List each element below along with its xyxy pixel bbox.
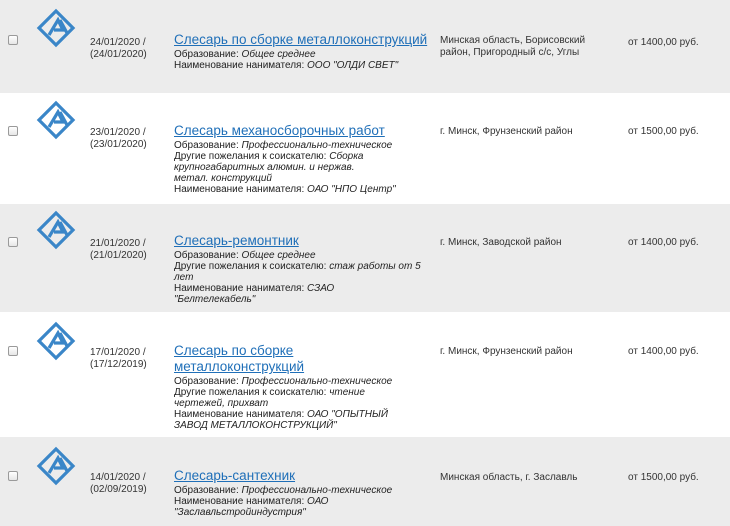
wishes-line: Другие пожелания к соискателю: чтение чертежей, прихват [174, 387, 365, 409]
triangle-emblem-icon [36, 100, 76, 140]
posted-date: 14/01/2020 / (02/09/2019) [90, 472, 147, 495]
vacancy-title-link[interactable]: Слесарь по сборке металлоконструкций [174, 343, 305, 374]
employer-line: Наименование нанимателя: ОАО "ОПЫТНЫЙ ЗАВОД МЕТАЛЛОКОНСТРУКЦИЙ" [174, 409, 389, 431]
location: г. Минск, Заводской район [440, 237, 562, 248]
triangle-emblem-icon [36, 8, 76, 48]
row-checkbox[interactable] [8, 471, 18, 481]
education-line: Образование: Профессионально-техническое [174, 140, 393, 151]
employer-line: Наименование нанимателя: ОАО "Заславльстройиндустрия" [174, 496, 329, 518]
salary: от 1400,00 руб. [628, 237, 699, 248]
vacancy-row [0, 0, 730, 94]
vacancy-title-link[interactable]: Слесарь-ремонтник [174, 233, 299, 248]
vacancy-row [0, 94, 730, 204]
vacancy-title-link[interactable]: Слесарь-сантехник [174, 468, 296, 483]
row-checkbox[interactable] [8, 346, 18, 356]
wishes-line: Другие пожелания к соискателю: Сборка крупногабаритных алюмин. и нержав. метал. конструкций [174, 151, 364, 184]
salary: от 1500,00 руб. [628, 472, 699, 483]
location: Минская область, г. Заславль [440, 472, 578, 483]
posted-date: 23/01/2020 / (23/01/2020) [90, 127, 147, 150]
education-line: Образование: Общее среднее [174, 250, 316, 261]
posted-date: 21/01/2020 / (21/01/2020) [90, 238, 147, 261]
employer-line: Наименование нанимателя: СЗАО "Белтелекабель" [174, 283, 335, 305]
vacancy-info [174, 233, 429, 305]
employer-line: Наименование нанимателя: ОАО "НПО Центр" [174, 184, 396, 195]
posted-date: 24/01/2020 / (24/01/2020) [90, 37, 147, 60]
vacancy-row [0, 437, 730, 526]
row-checkbox[interactable] [8, 237, 18, 247]
employer-line: Наименование нанимателя: ООО "ОЛДИ СВЕТ" [174, 60, 399, 71]
education-line: Образование: Общее среднее [174, 49, 316, 60]
wishes-line: Другие пожелания к соискателю: стаж работы от 5 лет [174, 261, 421, 283]
posted-date: 17/01/2020 / (17/12/2019) [90, 347, 147, 370]
salary: от 1500,00 руб. [628, 126, 699, 137]
triangle-emblem-icon [36, 446, 76, 486]
vacancy-info [174, 468, 429, 518]
vacancy-row [0, 204, 730, 313]
education-line: Образование: Профессионально-техническое [174, 376, 393, 387]
education-line: Образование: Профессионально-техническое [174, 485, 393, 496]
vacancy-title-link[interactable]: Слесарь по сборке металлоконструкций [174, 32, 428, 47]
vacancy-info [174, 343, 429, 431]
vacancy-title-link[interactable]: Слесарь механосборочных работ [174, 123, 385, 138]
vacancy-row [0, 313, 730, 437]
row-checkbox[interactable] [8, 126, 18, 136]
vacancy-info [174, 32, 429, 71]
triangle-emblem-icon [36, 210, 76, 250]
location: г. Минск, Фрунзенский район [440, 346, 573, 357]
location: Минская область, Борисовский район, Пригородный с/с, Углы [440, 35, 586, 58]
vacancy-info [174, 123, 429, 195]
location: г. Минск, Фрунзенский район [440, 126, 573, 137]
salary: от 1400,00 руб. [628, 37, 699, 48]
salary: от 1400,00 руб. [628, 346, 699, 357]
triangle-emblem-icon [36, 321, 76, 361]
row-checkbox[interactable] [8, 35, 18, 45]
